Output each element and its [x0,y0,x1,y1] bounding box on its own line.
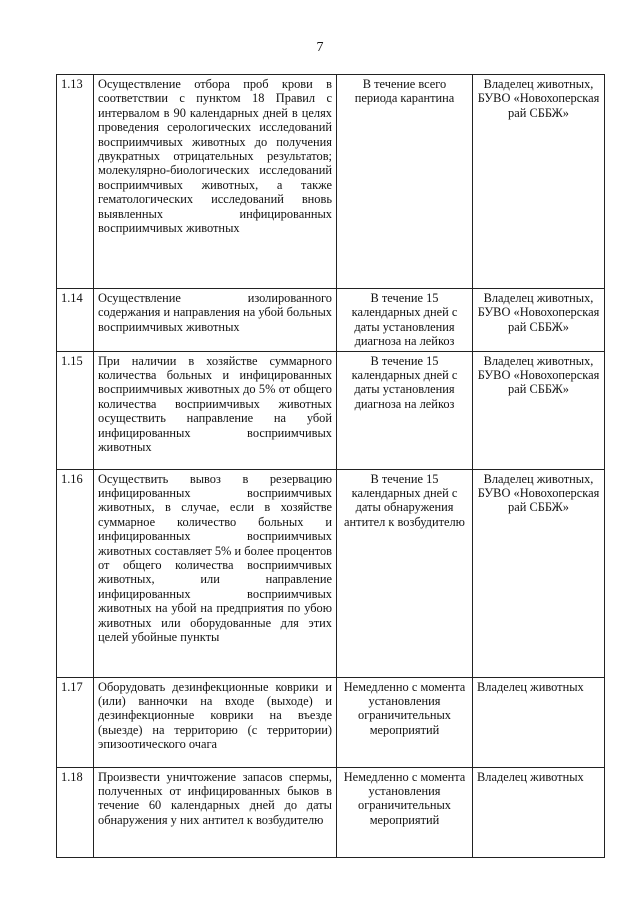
table-row [57,469,605,677]
row-responsible: Владелец животных, БУВО «Новохоперская рай СББЖ» [473,289,605,352]
table-row [57,351,605,469]
row-term: Немедленно с момента установления ограничительных мероприятий [337,677,473,767]
row-term: В течение 15 календарных дней с даты установления диагноза на лейкоз [337,351,473,469]
row-number: 1.16 [57,469,94,677]
row-responsible: Владелец животных [473,677,605,767]
row-action: Оборудовать дезинфекционные коврики и (или) ванночки на входе (выходе) и дезинфекционные коврики на въезде (выезде) на территорию (с территории) эпизоотического очага [94,677,337,767]
row-term: Немедленно с момента установления ограничительных мероприятий [337,767,473,857]
row-responsible: Владелец животных, БУВО «Новохоперская рай СББЖ» [473,469,605,677]
row-term: В течение всего периода карантина [337,75,473,289]
row-number: 1.18 [57,767,94,857]
row-number: 1.17 [57,677,94,767]
row-responsible: Владелец животных, БУВО «Новохоперская рай СББЖ» [473,351,605,469]
table-row [57,75,605,289]
row-action: Осуществление отбора проб крови в соответствии с пунктом 18 Правил с интервалом в 90 календарных дней в целях проведения серологических исследований восприимчивых животных до получения двукратных отрицательных результатов; молекулярно-биологических исследований восприимчивых животных, а также гематологических исследований вновь выявленных инфицированных восприимчивых животных [94,75,337,289]
row-action: При наличии в хозяйстве суммарного количества больных и инфицированных восприимчивых животных до 5% от общего количества восприимчивых животных осуществить направление на убой инфицированных восприимчивых животных [94,351,337,469]
table-row [57,289,605,352]
row-term: В течение 15 календарных дней с даты обнаружения антител к возбудителю [337,469,473,677]
measures-table [56,74,605,858]
row-action: Осуществление изолированного содержания и направления на убой больных восприимчивых животных [94,289,337,352]
row-responsible: Владелец животных [473,767,605,857]
row-term: В течение 15 календарных дней с даты установления диагноза на лейкоз [337,289,473,352]
row-number: 1.13 [57,75,94,289]
row-responsible: Владелец животных, БУВО «Новохоперская рай СББЖ» [473,75,605,289]
table-row [57,677,605,767]
page-number: 7 [316,40,324,55]
table-row [57,767,605,857]
row-number: 1.14 [57,289,94,352]
row-action: Произвести уничтожение запасов спермы, полученных от инфицированных быков в течение 60 календарных дней до даты обнаружения у них антител к возбудителю [94,767,337,857]
row-action: Осуществить вывоз в резервацию инфицированных восприимчивых животных, в случае, если в хозяйстве суммарное количество больных и инфицированных восприимчивых животных составляет 5% и более процентов от общего количества восприимчивых животных, или направление инфицированных восприимчивых животных на убой на предприятия по убою животных или оборудованные для этих целей убойные пункты [94,469,337,677]
row-number: 1.15 [57,351,94,469]
